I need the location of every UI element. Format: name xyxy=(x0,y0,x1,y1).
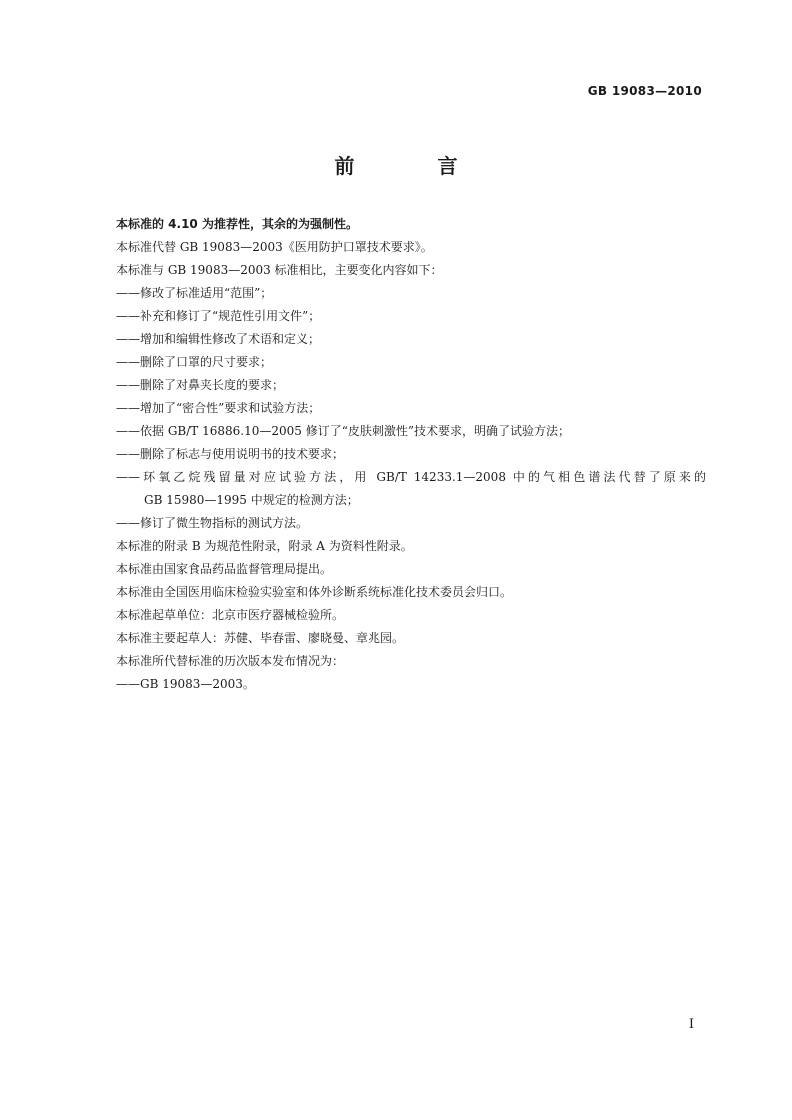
paragraph-changes-intro: 本标准与 GB 19083—2003 标准相比，主要变化内容如下： xyxy=(116,263,443,277)
foreword-body xyxy=(116,213,706,696)
list-item: ——GB 19083—2003。 xyxy=(116,677,255,691)
page-title: 前 言 xyxy=(334,154,496,178)
paragraph-managed-by: 本标准由全国医用临床检验实验室和体外诊断系统标准化技术委员会归口。 xyxy=(116,585,513,599)
list-item: ——补充和修订了“规范性引用文件”； xyxy=(116,309,321,323)
list-item: ——增加了“密合性”要求和试验方法； xyxy=(116,401,321,415)
list-item: ——删除了标志与使用说明书的技术要求； xyxy=(116,447,345,461)
paragraph-annexes: 本标准的附录 B 为规范性附录，附录 A 为资料性附录。 xyxy=(116,539,413,553)
list-item: ——依据 GB/T 16886.10—2005 修订了“皮肤刺激性”技术要求，明确了试验方法； xyxy=(116,424,570,438)
list-item: ——删除了对鼻夹长度的要求； xyxy=(116,378,285,392)
list-item: ——环氧乙烷残留量对应试验方法，用 GB/T 14233.1—2008 中的气相色谱法代替了原来的 xyxy=(116,470,706,484)
list-item: ——修改了标准适用“范围”； xyxy=(116,286,273,300)
paragraph-history-intro: 本标准所代替标准的历次版本发布情况为： xyxy=(116,654,345,668)
list-item-continuation: GB 15980—1995 中规定的检测方法； xyxy=(144,493,359,507)
paragraph-drafting-unit: 本标准起草单位：北京市医疗器械检验所。 xyxy=(116,608,345,622)
paragraph-mandatory-note: 本标准的 4.10 为推荐性，其余的为强制性。 xyxy=(116,217,358,231)
paragraph-drafters: 本标准主要起草人：苏健、毕春雷、廖晓曼、章兆园。 xyxy=(116,631,405,645)
list-item: ——删除了口罩的尺寸要求； xyxy=(116,355,273,369)
paragraph-replaces: 本标准代替 GB 19083—2003《医用防护口罩技术要求》。 xyxy=(116,240,433,254)
list-item: ——增加和编辑性修改了术语和定义； xyxy=(116,332,321,346)
document-number: GB 19083—2010 xyxy=(587,84,702,98)
list-item: ——修订了微生物指标的测试方法。 xyxy=(116,516,309,530)
paragraph-proposed-by: 本标准由国家食品药品监督管理局提出。 xyxy=(116,562,333,576)
page-number: I xyxy=(688,1017,694,1032)
